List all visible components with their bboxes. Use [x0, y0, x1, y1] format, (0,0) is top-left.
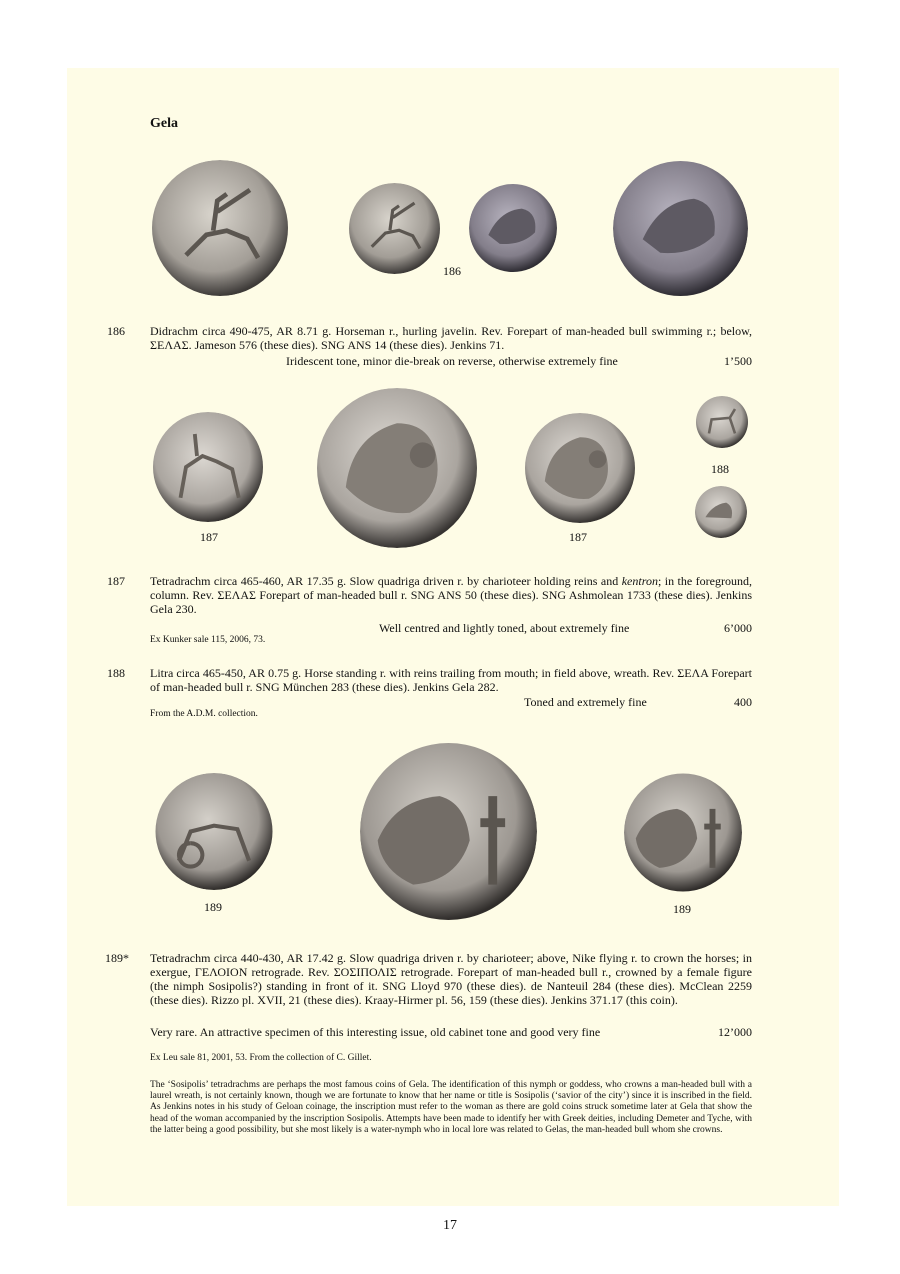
lot-provenance: From the A.D.M. collection.: [150, 709, 258, 719]
lot-number: 186: [107, 324, 125, 338]
coin-caption-187: 187: [569, 530, 587, 544]
coin-186-obverse: [348, 183, 441, 274]
coin-caption-188: 188: [711, 462, 729, 476]
lot-price: 1’500: [724, 354, 752, 368]
coin-187-obverse: [152, 412, 264, 522]
coin-186-obverse-large: [150, 160, 290, 296]
coin-caption-189: 189: [673, 902, 691, 916]
lot-note: The ‘Sosipolis’ tetradrachms are perhaps the most famous coins of Gela. The identification of this nymph or goddess, who crowns a man-headed bull with a laurel wreath, is not certainly known, though we are fortunate to know that her name or title is Sosipolis (‘savior of the city’) since it is inscribed in the field. As Jenkins notes in his study of Geloan coinage, the inscription must refer to the woman as there are gold coins struck sometime later at Gela that show the head of the woman accompanied by the inscription Sosipolis. Attempts have been made to identify her with Greek deities, including Demeter and Tyche, with the latter being a good possibility, but she most likely is a water-nymph who in local lore was related to Gelas, the man-headed bull whom she crowns.: [150, 1080, 752, 1135]
lot-condition: Toned and extremely fine: [524, 695, 647, 709]
lot-provenance: Ex Kunker sale 115, 2006, 73.: [150, 635, 266, 645]
lot-description-text: Tetradrachm circa 465-460, AR 17.35 g. Slow quadriga driven r. by charioteer holding reins and: [150, 574, 622, 588]
coin-186-reverse: [469, 182, 557, 274]
lot-price: 12’000: [718, 1025, 752, 1039]
lot-condition: Well centred and lightly toned, about extremely fine: [379, 621, 630, 635]
section-heading: Gela: [150, 116, 178, 131]
lot-number: 189*: [105, 951, 129, 965]
coin-caption-187: 187: [200, 530, 218, 544]
lot-condition: Very rare. An attractive specimen of this interesting issue, old cabinet tone and good very fine: [150, 1025, 601, 1039]
coin-187-reverse: [523, 413, 637, 523]
coin-189-reverse-large: [360, 740, 537, 923]
coin-189-obverse: [155, 773, 273, 890]
lot-price: 400: [734, 695, 752, 709]
coin-caption-189: 189: [204, 900, 222, 914]
page-number: 17: [443, 1218, 457, 1233]
lot-description-italic: kentron: [621, 574, 658, 588]
coin-caption-186: 186: [443, 264, 461, 278]
lot-description: [150, 574, 752, 616]
coin-188-reverse: [695, 486, 747, 538]
lot-provenance: Ex Leu sale 81, 2001, 53. From the collection of C. Gillet.: [150, 1053, 372, 1063]
lot-number: 187: [107, 574, 125, 588]
lot-number: 188: [107, 666, 125, 680]
lot-condition: Iridescent tone, minor die-break on reverse, otherwise extremely fine: [286, 354, 618, 368]
lot-price: 6’000: [724, 621, 752, 635]
coin-189-reverse: [624, 772, 742, 893]
coin-186-reverse-large: [613, 160, 748, 297]
lot-description-text: ; in the foreground, column. Rev. ΣΕΛΑΣ Forepart of man-headed bull r. SNG ANS 50 (these dies). SNG Ashmolean 1733 (these dies). Jenkins Gela 230.: [150, 574, 752, 616]
coin-187-reverse-large: [309, 388, 485, 548]
lot-description: Didrachm circa 490-475, AR 8.71 g. Horseman r., hurling javelin. Rev. Forepart of man-headed bull swimming r.; below, ΣΕΛΑΣ. Jameson 576 (these dies). SNG ANS 14 (these dies). Jenkins 71.: [150, 324, 752, 352]
lot-description: Tetradrachm circa 440-430, AR 17.42 g. Slow quadriga driven r. by charioteer; above, Nike flying r. to crown the horses; in exergue, ΓΕΛΟΙΟΝ retrograde. Rev. ΣΟΣΙΠΟΛΙΣ retrograde. Forepart of man-headed bull r., crowned by a female figure (the nimph Sosipolis?) standing in front of it. SNG Lloyd 970 (these dies). de Nanteuil 284 (these dies). McClean 2259 (these dies). Rizzo pl. XVII, 21 (these dies). Kraay-Hirmer pl. 56, 159 (these dies). Jenkins 371.17 (this coin).: [150, 951, 752, 1007]
coin-188-obverse: [694, 396, 750, 448]
lot-description: Litra circa 465-450, AR 0.75 g. Horse standing r. with reins trailing from mouth; in field above, wreath. Rev. ΣΕΛΑ Forepart of man-headed bull r. SNG München 283 (these dies). Jenkins Gela 282.: [150, 666, 752, 694]
